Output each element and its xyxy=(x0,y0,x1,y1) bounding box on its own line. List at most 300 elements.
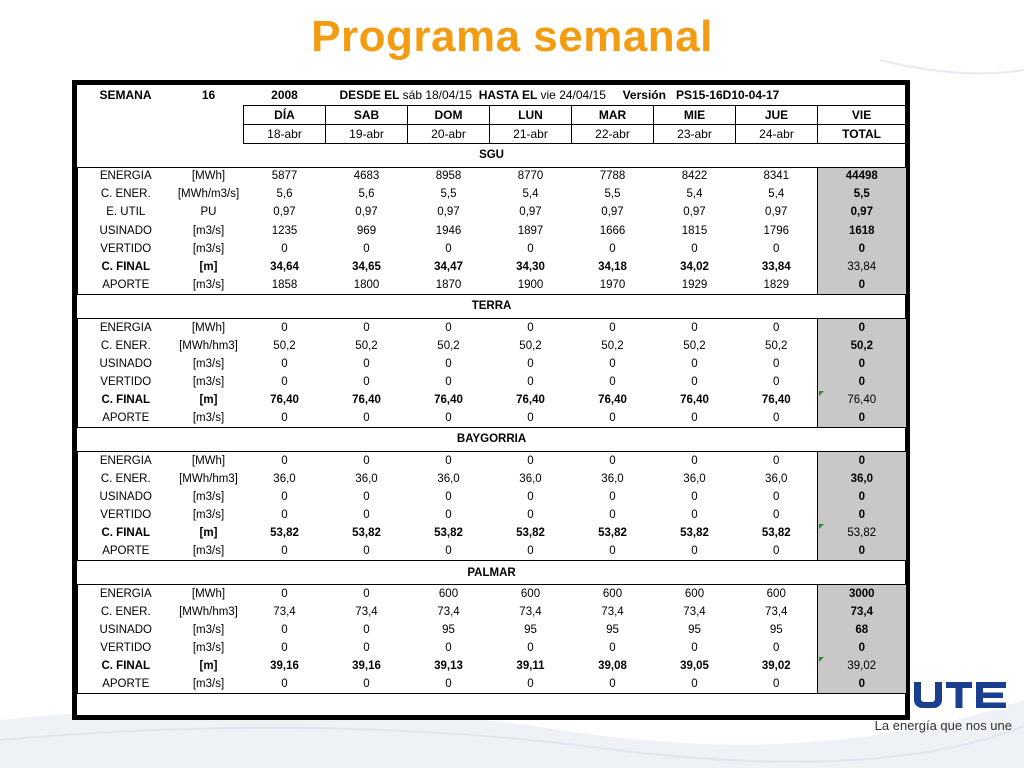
value-cell: 0 xyxy=(609,490,616,503)
value-cell: 53,82 xyxy=(598,527,627,540)
day-header: VIE xyxy=(818,105,906,124)
table-row xyxy=(78,185,906,203)
row-unit: [MWh/hm3] xyxy=(179,605,238,618)
row-label: APORTE xyxy=(78,409,174,427)
value-cell: 53,82 xyxy=(270,527,299,540)
total-value: 0 xyxy=(858,375,865,388)
table-row xyxy=(78,337,906,355)
value-cell: 600 xyxy=(766,587,786,600)
row-label: APORTE xyxy=(78,676,174,694)
value-cell: 4683 xyxy=(353,170,380,183)
value-cell: 1815 xyxy=(681,224,708,237)
row-label: USINADO xyxy=(78,355,174,373)
day-header: LUN xyxy=(490,105,572,124)
total-cell xyxy=(818,240,906,258)
value-cell: 39,02 xyxy=(761,660,791,673)
row-label: APORTE xyxy=(78,276,174,294)
value-cell: 50,2 xyxy=(519,339,542,352)
value-cell: 0 xyxy=(363,454,370,467)
row-unit: [m3/s] xyxy=(192,375,225,388)
total-value: 39,02 xyxy=(847,660,877,673)
value-cell: 39,16 xyxy=(270,660,299,673)
total-cell xyxy=(818,409,906,427)
value-cell: 76,40 xyxy=(352,394,381,407)
value-cell: 53,82 xyxy=(352,527,381,540)
week-header-row xyxy=(78,85,906,105)
value-cell: 34,18 xyxy=(598,261,627,274)
value-cell: 0 xyxy=(527,321,534,334)
total-cell xyxy=(818,185,906,203)
value-cell: 0,97 xyxy=(437,206,460,219)
total-cell xyxy=(818,542,906,560)
date-header: 21-abr xyxy=(490,124,572,143)
section-name: TERRA xyxy=(78,294,906,318)
row-label: ENERGIA xyxy=(78,318,174,336)
value-cell: 0 xyxy=(609,242,616,255)
value-cell: 39,16 xyxy=(352,660,381,673)
value-cell: 34,30 xyxy=(516,261,545,274)
value-cell: 0 xyxy=(609,509,616,522)
value-cell: 76,40 xyxy=(680,394,709,407)
total-cell xyxy=(818,373,906,391)
total-cell xyxy=(818,222,906,240)
value-cell: 0 xyxy=(326,409,408,427)
value-cell: 0 xyxy=(281,321,288,334)
value-cell: 0 xyxy=(691,357,698,370)
value-cell: 0 xyxy=(363,624,370,637)
table-row xyxy=(78,585,906,603)
table-row xyxy=(78,276,906,294)
year: 2008 xyxy=(271,87,298,102)
value-cell: 5,4 xyxy=(686,188,703,201)
value-cell: 1946 xyxy=(435,224,462,237)
section-header-sgu xyxy=(78,143,906,167)
total-cell xyxy=(818,167,906,185)
value-cell: 5,5 xyxy=(604,188,621,201)
value-cell: 0 xyxy=(244,676,326,694)
value-cell: 5,6 xyxy=(276,188,293,201)
total-value: 76,40 xyxy=(847,394,877,407)
value-cell: 0 xyxy=(527,490,534,503)
total-cell xyxy=(818,506,906,524)
total-value: 0 xyxy=(858,321,865,334)
value-cell: 0 xyxy=(363,375,370,388)
hasta-label: HASTA EL xyxy=(478,87,538,102)
value-cell: 0 xyxy=(773,242,780,255)
ute-logo xyxy=(912,680,1008,710)
value-cell: 1796 xyxy=(763,224,790,237)
value-cell: 0 xyxy=(281,454,288,467)
value-cell: 73,4 xyxy=(519,605,542,618)
value-cell: 53,82 xyxy=(434,527,463,540)
value-cell: 0 xyxy=(281,624,288,637)
table-row xyxy=(78,639,906,657)
row-label: C. ENER. xyxy=(78,603,174,621)
value-cell: 0 xyxy=(244,542,326,560)
row-unit: [m3/s] xyxy=(192,624,225,637)
total-value: 36,0 xyxy=(850,472,873,485)
value-cell: 7788 xyxy=(599,170,626,183)
value-cell: 8422 xyxy=(681,170,708,183)
date-header: 22-abr xyxy=(572,124,654,143)
version-label: Versión xyxy=(622,87,666,102)
value-cell: 0 xyxy=(691,321,698,334)
table-row xyxy=(78,355,906,373)
value-cell: 0 xyxy=(736,542,818,560)
total-value: 53,82 xyxy=(847,527,877,540)
total-cell xyxy=(818,391,906,409)
table-row xyxy=(78,657,906,675)
value-cell: 36,0 xyxy=(437,472,460,485)
date-header: 23-abr xyxy=(654,124,736,143)
table-row xyxy=(78,167,906,185)
row-unit: [m] xyxy=(199,394,218,407)
value-cell: 0 xyxy=(281,509,288,522)
total-value: 3000 xyxy=(848,587,875,600)
value-cell: 8341 xyxy=(763,170,790,183)
row-label: C. FINAL xyxy=(78,258,174,276)
value-cell: 0 xyxy=(773,357,780,370)
total-value: 44498 xyxy=(845,170,878,183)
value-cell: 0 xyxy=(691,509,698,522)
value-cell: 0 xyxy=(527,454,534,467)
value-cell: 0 xyxy=(773,321,780,334)
table-row xyxy=(78,506,906,524)
table-row xyxy=(78,373,906,391)
value-cell: 0 xyxy=(445,642,452,655)
total-header: TOTAL xyxy=(818,124,906,143)
total-value: 0 xyxy=(858,545,865,558)
weekly-program-sheet xyxy=(72,80,910,720)
value-cell: 0 xyxy=(408,676,490,694)
value-cell: 0 xyxy=(654,676,736,694)
table-row xyxy=(78,488,906,506)
row-unit: [m3/s] xyxy=(192,357,225,370)
value-cell: 95 xyxy=(524,624,537,637)
value-cell: 0 xyxy=(609,321,616,334)
value-cell: 0 xyxy=(281,642,288,655)
row-label: ENERGIA xyxy=(78,585,174,603)
value-cell: 600 xyxy=(684,587,705,600)
value-cell: 0 xyxy=(527,357,534,370)
value-cell: 0 xyxy=(363,321,370,334)
total-cell xyxy=(818,451,906,469)
value-cell: 36,0 xyxy=(355,472,378,485)
value-cell: 0 xyxy=(736,409,818,427)
total-cell xyxy=(818,621,906,639)
semana-label: SEMANA xyxy=(99,88,152,102)
value-cell: 50,2 xyxy=(273,339,296,352)
value-cell: 0 xyxy=(527,509,534,522)
value-cell: 53,82 xyxy=(761,527,791,540)
value-cell: 0 xyxy=(609,375,616,388)
total-cell xyxy=(818,318,906,336)
table-row xyxy=(78,621,906,639)
value-cell: 36,0 xyxy=(273,472,296,485)
table-row xyxy=(78,451,906,469)
value-cell: 73,4 xyxy=(601,605,624,618)
value-cell: 73,4 xyxy=(683,605,706,618)
value-cell: 0 xyxy=(691,242,698,255)
row-unit: [MWh/hm3] xyxy=(179,472,238,485)
row-unit: [MWh/m3/s] xyxy=(177,188,240,201)
value-cell: 73,4 xyxy=(437,605,460,618)
value-cell: 0 xyxy=(773,490,780,503)
table-row xyxy=(78,222,906,240)
value-cell: 0 xyxy=(281,375,288,388)
row-unit: [m3/s] xyxy=(192,642,225,655)
value-cell: 0 xyxy=(445,509,452,522)
value-cell: 0 xyxy=(609,357,616,370)
version-value: PS15-16D10-04-17 xyxy=(675,87,780,102)
value-cell: 0,97 xyxy=(273,206,296,219)
total-cell xyxy=(818,676,906,694)
value-cell: 0 xyxy=(281,242,288,255)
value-cell: 0 xyxy=(609,454,616,467)
desde-value: sáb 18/04/15 xyxy=(402,87,473,102)
value-cell: 0 xyxy=(773,375,780,388)
day-header: SAB xyxy=(326,105,408,124)
weekly-program-table xyxy=(77,85,906,694)
value-cell: 0 xyxy=(445,454,452,467)
row-label: E. UTIL xyxy=(78,203,174,221)
value-cell: 5,4 xyxy=(522,188,539,201)
table-row xyxy=(78,409,906,427)
day-header: JUE xyxy=(736,105,818,124)
row-label: C. ENER. xyxy=(78,470,174,488)
value-cell: 33,84 xyxy=(761,261,791,274)
desde-label: DESDE EL xyxy=(339,87,400,102)
value-cell: 34,47 xyxy=(434,261,463,274)
row-label: USINADO xyxy=(78,222,174,240)
value-cell: 1870 xyxy=(408,276,490,294)
section-name: SGU xyxy=(78,143,906,167)
total-value: 1618 xyxy=(848,224,875,237)
value-cell: 5,5 xyxy=(440,188,457,201)
value-cell: 600 xyxy=(438,587,459,600)
total-value: 5,5 xyxy=(853,188,870,201)
value-cell: 0,97 xyxy=(683,206,706,219)
value-cell: 0 xyxy=(654,542,736,560)
row-label: C. ENER. xyxy=(78,185,174,203)
total-cell xyxy=(818,470,906,488)
row-label: ENERGIA xyxy=(78,167,174,185)
value-cell: 0 xyxy=(572,542,654,560)
total-value: 0 xyxy=(858,678,865,691)
total-value: 50,2 xyxy=(850,339,873,352)
date-header: 18-abr xyxy=(244,124,326,143)
table-row xyxy=(78,258,906,276)
value-cell: 36,0 xyxy=(601,472,624,485)
value-cell: 1666 xyxy=(599,224,626,237)
value-cell: 39,05 xyxy=(680,660,709,673)
value-cell: 76,40 xyxy=(516,394,545,407)
value-cell: 0 xyxy=(527,375,534,388)
total-value: 0 xyxy=(858,278,865,291)
row-label: C. FINAL xyxy=(78,657,174,675)
value-cell: 1829 xyxy=(736,276,818,294)
row-label: VERTIDO xyxy=(78,373,174,391)
date-header: 20-abr xyxy=(408,124,490,143)
value-cell: 0 xyxy=(445,321,452,334)
value-cell: 76,40 xyxy=(434,394,463,407)
value-cell: 0,97 xyxy=(601,206,624,219)
value-cell: 0 xyxy=(281,357,288,370)
section-header-terra xyxy=(78,294,906,318)
total-cell xyxy=(818,276,906,294)
total-cell xyxy=(818,585,906,603)
value-cell: 95 xyxy=(606,624,619,637)
value-cell: 0 xyxy=(773,642,780,655)
value-cell: 73,4 xyxy=(765,605,788,618)
value-cell: 0,97 xyxy=(765,206,788,219)
value-cell: 0 xyxy=(490,676,572,694)
semana-number: 16 xyxy=(201,88,216,102)
value-cell: 0 xyxy=(445,490,452,503)
value-cell: 50,2 xyxy=(765,339,788,352)
table-row xyxy=(78,542,906,560)
value-cell: 0 xyxy=(490,542,572,560)
table-row xyxy=(78,524,906,542)
value-cell: 600 xyxy=(602,587,623,600)
total-value: 0 xyxy=(858,454,865,467)
value-cell: 0 xyxy=(691,642,698,655)
value-cell: 1970 xyxy=(572,276,654,294)
value-cell: 76,40 xyxy=(761,394,791,407)
value-cell: 1800 xyxy=(326,276,408,294)
row-label: USINADO xyxy=(78,621,174,639)
hasta-value: vie 24/04/15 xyxy=(540,87,606,102)
page-title: Programa semanal xyxy=(311,12,713,61)
value-cell: 0,97 xyxy=(519,206,542,219)
total-cell xyxy=(818,337,906,355)
total-cell xyxy=(818,203,906,221)
row-unit: [MWh] xyxy=(191,170,226,183)
value-cell: 5877 xyxy=(271,170,298,183)
row-unit: [m] xyxy=(199,261,218,274)
value-cell: 0 xyxy=(281,587,288,600)
table-row xyxy=(78,603,906,621)
value-cell: 36,0 xyxy=(765,472,788,485)
row-label: C. FINAL xyxy=(78,391,174,409)
row-label: VERTIDO xyxy=(78,506,174,524)
value-cell: 0 xyxy=(691,490,698,503)
value-cell: 5,6 xyxy=(358,188,375,201)
value-cell: 0 xyxy=(572,676,654,694)
row-label: C. ENER. xyxy=(78,337,174,355)
value-cell: 1900 xyxy=(490,276,572,294)
value-cell: 34,64 xyxy=(270,261,299,274)
value-cell: 0 xyxy=(445,375,452,388)
value-cell: 0 xyxy=(691,375,698,388)
value-cell: 50,2 xyxy=(601,339,624,352)
date-header: 24-abr xyxy=(736,124,818,143)
section-header-palmar xyxy=(78,561,906,585)
value-cell: 53,82 xyxy=(680,527,709,540)
cell-comment-marker xyxy=(819,524,824,529)
row-label: C. FINAL xyxy=(78,524,174,542)
table-row xyxy=(78,391,906,409)
value-cell: 0 xyxy=(363,490,370,503)
total-value: 0,97 xyxy=(850,206,873,219)
total-value: 0 xyxy=(858,357,865,370)
section-name: BAYGORRIA xyxy=(78,427,906,451)
value-cell: 0 xyxy=(736,676,818,694)
date-header: 19-abr xyxy=(326,124,408,143)
value-cell: 73,4 xyxy=(273,605,296,618)
value-cell: 95 xyxy=(769,624,783,637)
row-unit: [MWh] xyxy=(191,321,226,334)
value-cell: 76,40 xyxy=(598,394,627,407)
value-cell: 0 xyxy=(773,509,780,522)
section-header-baygorria xyxy=(78,427,906,451)
dia-label: DÍA xyxy=(244,105,326,124)
value-cell: 0 xyxy=(244,409,326,427)
value-cell: 1858 xyxy=(244,276,326,294)
value-cell: 0 xyxy=(445,357,452,370)
value-cell: 0 xyxy=(572,409,654,427)
row-unit: [m] xyxy=(199,660,218,673)
value-cell: 53,82 xyxy=(516,527,545,540)
dates-row xyxy=(78,124,906,143)
value-cell: 50,2 xyxy=(683,339,706,352)
day-header: MIE xyxy=(654,105,736,124)
value-cell: 50,2 xyxy=(355,339,378,352)
value-cell: 0 xyxy=(527,242,534,255)
value-cell: 0 xyxy=(326,676,408,694)
total-value: 0 xyxy=(858,242,865,255)
table-row xyxy=(78,240,906,258)
total-value: 0 xyxy=(858,642,865,655)
date-range xyxy=(326,85,906,105)
row-unit: [m3/s] xyxy=(174,542,244,560)
section-name: PALMAR xyxy=(78,561,906,585)
value-cell: 0 xyxy=(408,542,490,560)
day-header: DOM xyxy=(408,105,490,124)
row-label: VERTIDO xyxy=(78,639,174,657)
value-cell: 0 xyxy=(363,509,370,522)
total-cell xyxy=(818,258,906,276)
cell-comment-marker xyxy=(819,657,824,662)
value-cell: 600 xyxy=(520,587,541,600)
cell-comment-marker xyxy=(819,391,824,396)
value-cell: 8770 xyxy=(517,170,544,183)
row-label: ENERGIA xyxy=(78,451,174,469)
row-unit: [MWh/hm3] xyxy=(179,339,238,352)
row-label: USINADO xyxy=(78,488,174,506)
value-cell: 0 xyxy=(609,642,616,655)
row-unit: [MWh] xyxy=(191,587,226,600)
value-cell: 39,11 xyxy=(516,660,545,673)
value-cell: 0 xyxy=(445,242,452,255)
value-cell: 969 xyxy=(356,224,377,237)
value-cell: 39,13 xyxy=(434,660,463,673)
total-value: 0 xyxy=(858,509,865,522)
value-cell: 34,65 xyxy=(352,261,381,274)
value-cell: 0 xyxy=(363,242,370,255)
value-cell: 0 xyxy=(654,409,736,427)
value-cell: 8958 xyxy=(435,170,462,183)
total-cell xyxy=(818,355,906,373)
row-unit: [m3/s] xyxy=(174,276,244,294)
value-cell: 0 xyxy=(691,454,698,467)
value-cell: 36,0 xyxy=(683,472,706,485)
value-cell: 76,40 xyxy=(270,394,299,407)
day-names-row xyxy=(78,105,906,124)
row-unit: [m3/s] xyxy=(174,409,244,427)
row-label: APORTE xyxy=(78,542,174,560)
total-value: 0 xyxy=(858,412,865,425)
